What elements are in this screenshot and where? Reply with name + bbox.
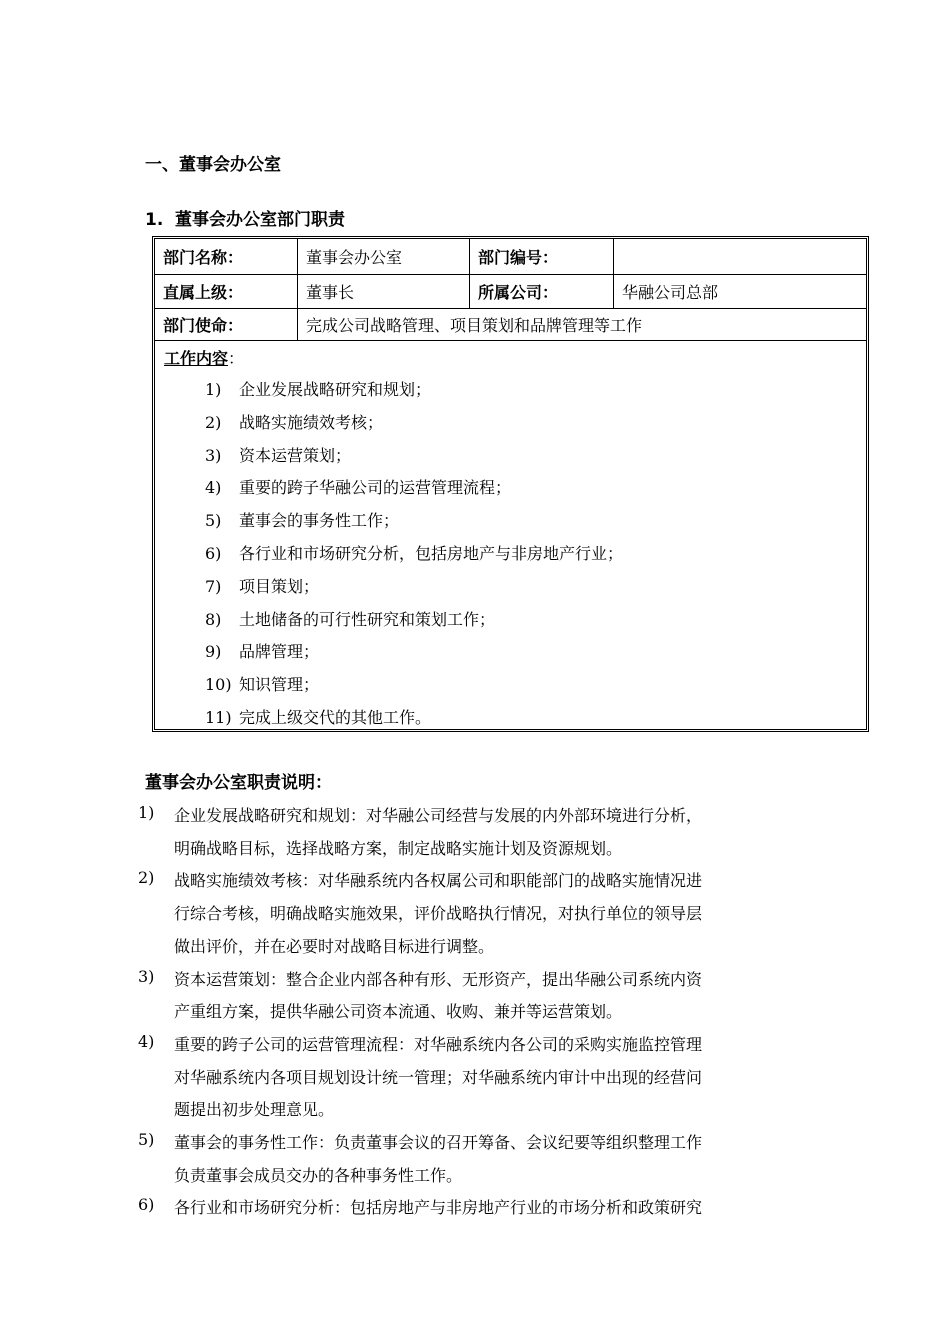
label-dept-name: 部门名称： — [155, 239, 298, 274]
list-item-number: 3) — [205, 445, 222, 465]
work-content — [155, 340, 866, 729]
list-item-number: 1) — [205, 380, 222, 399]
subsection-heading — [145, 205, 345, 230]
list-item-text: 战略实施绩效考核； — [239, 412, 384, 432]
paragraph-line: 重要的跨子公司的运营管理流程：对华融系统内各公司的采购实施监控管理 — [174, 1034, 703, 1054]
work-content-label-text: 工作内容 — [164, 349, 229, 368]
paragraph-line: 做出评价，并在必要时对战略目标进行调整。 — [174, 936, 495, 956]
paragraph-line: 产重组方案，提供华融公司资本流通、收购、兼并等运营策划。 — [174, 1002, 623, 1022]
subsection-title: 董事会办公室部门职责 — [175, 210, 345, 230]
paragraph-number: 6) — [138, 1195, 155, 1215]
paragraph-number: 2) — [138, 868, 155, 888]
paragraph-number: 4) — [138, 1031, 155, 1051]
value-dept-name: 董事会办公室 — [298, 239, 470, 274]
list-item — [205, 705, 431, 728]
label-superior: 直属上级： — [155, 274, 298, 308]
paragraph-line: 企业发展战略研究和规划：对华融公司经营与发展的内外部环境进行分析， — [174, 806, 703, 825]
table-row-name — [155, 239, 866, 275]
list-item — [205, 443, 351, 466]
paragraph-number: 1) — [138, 803, 155, 822]
paragraph-line: 行综合考核，明确战略实施效果，评价战略执行情况，对执行单位的领导层 — [174, 904, 703, 924]
paragraph-number: 5) — [138, 1130, 155, 1149]
subsection-number: 1. — [145, 210, 164, 230]
work-content-label — [164, 346, 244, 369]
list-item-text: 项目策划； — [239, 576, 320, 596]
list-item-number: 6) — [205, 544, 222, 563]
list-item-text: 企业发展战略研究和规划； — [239, 380, 432, 399]
list-item-number: 7) — [205, 576, 222, 596]
list-item-text: 各行业和市场研究分析，包括房地产与非房地产行业； — [239, 544, 624, 563]
list-item-number: 11) — [205, 708, 232, 727]
paragraph-line: 各行业和市场研究分析：包括房地产与非房地产行业的市场分析和政策研究 — [174, 1198, 703, 1218]
paragraph-line: 明确战略目标，选择战略方案，制定战略实施计划及资源规划。 — [174, 838, 623, 858]
list-item — [205, 410, 383, 433]
list-item-text: 重要的跨子华融公司的运营管理流程； — [239, 478, 512, 498]
list-item-number: 4) — [205, 478, 222, 498]
list-item — [205, 508, 399, 531]
list-item — [205, 541, 623, 564]
label-company: 所属公司： — [470, 274, 614, 308]
list-item — [205, 672, 319, 695]
department-table — [152, 236, 869, 732]
label-dept-code: 部门编号： — [470, 239, 614, 274]
list-item-text: 完成上级交代的其他工作。 — [239, 708, 432, 727]
paragraph-line: 资本运营策划：整合企业内部各种有形、无形资产，提出华融公司系统内资 — [174, 969, 703, 989]
list-item-number: 2) — [205, 412, 222, 432]
label-mission: 部门使命： — [155, 308, 298, 340]
paragraph-number: 3) — [138, 966, 155, 986]
list-item — [205, 574, 319, 597]
value-mission: 完成公司战略管理、项目策划和品牌管理等工作 — [306, 315, 643, 335]
paragraph-line: 负责董事会成员交办的各种事务性工作。 — [174, 1165, 463, 1185]
list-item — [205, 639, 319, 662]
paragraph-line: 题提出初步处理意见。 — [174, 1100, 335, 1120]
list-item-number: 5) — [205, 511, 222, 531]
value-superior: 董事长 — [298, 274, 470, 308]
list-item — [205, 377, 431, 400]
list-item — [205, 607, 495, 630]
paragraph-line: 董事会的事务性工作：负责董事会议的召开筹备、会议纪要等组织整理工作 — [174, 1133, 703, 1152]
value-company: 华融公司总部 — [622, 282, 719, 302]
list-item-text: 土地储备的可行性研究和策划工作； — [239, 609, 496, 629]
list-item-text: 知识管理； — [239, 675, 320, 695]
list-item-text: 资本运营策划； — [239, 445, 352, 465]
paragraph-line: 战略实施绩效考核：对华融系统内各权属公司和职能部门的战略实施情况进 — [174, 871, 703, 891]
list-item-number: 9) — [205, 642, 222, 662]
list-item-text: 品牌管理； — [239, 642, 320, 662]
list-item — [205, 475, 511, 498]
explanation-title: 董事会办公室职责说明： — [145, 773, 332, 793]
list-item-number: 8) — [205, 609, 222, 629]
paragraph-line: 对华融系统内各项目规划设计统一管理；对华融系统内审计中出现的经营问 — [174, 1067, 703, 1087]
table-row-mission — [155, 308, 866, 341]
list-item-number: 10) — [205, 675, 232, 695]
work-content-label-colon: ： — [228, 349, 245, 368]
section-title: 一、董事会办公室 — [145, 155, 281, 175]
value-dept-code — [614, 239, 866, 274]
table-row-superior — [155, 274, 866, 309]
list-item-text: 董事会的事务性工作； — [239, 511, 400, 531]
